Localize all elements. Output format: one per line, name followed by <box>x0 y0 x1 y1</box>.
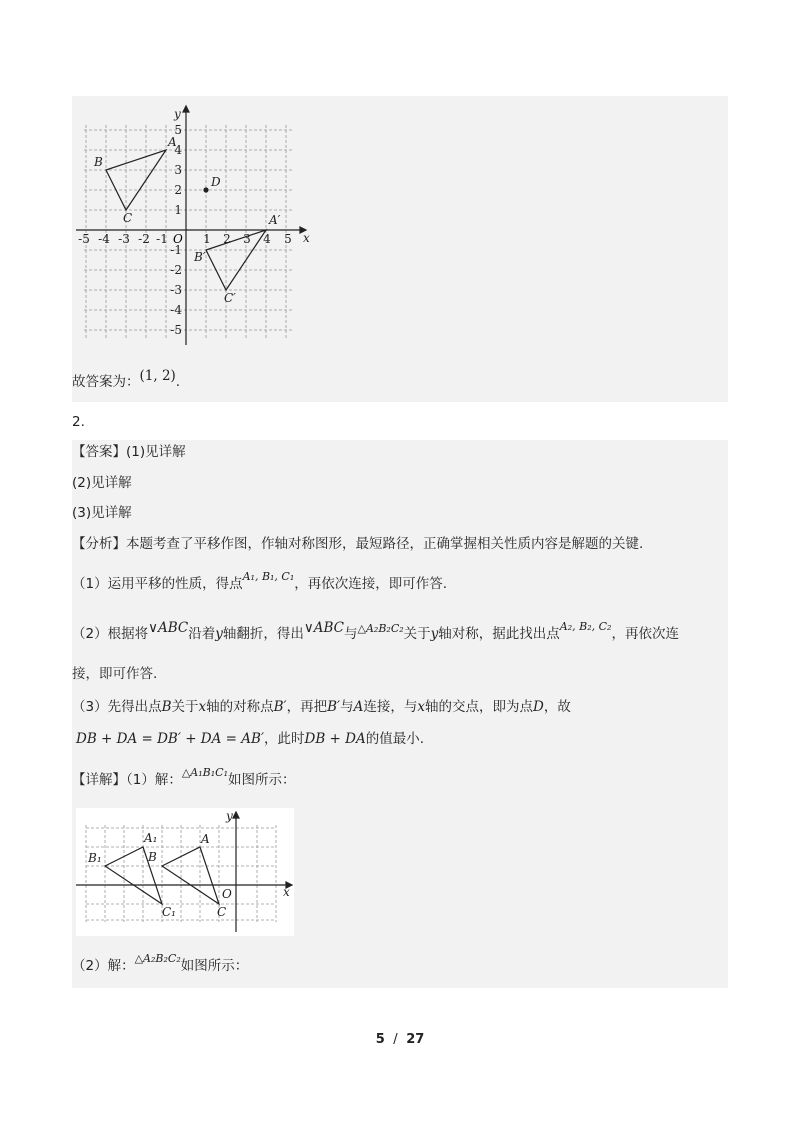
analysis-part-2-cont: 接，即可作答. <box>72 666 158 682</box>
analysis-part-1: （1）运用平移的性质，得点$^{A_1, B_1, C_1}$，再依次连接，即可作答. <box>72 570 448 592</box>
svg-text:1: 1 <box>174 203 182 217</box>
svg-text:-3: -3 <box>118 232 130 246</box>
svg-text:-1: -1 <box>156 232 168 246</box>
label-a-2: A <box>201 832 210 846</box>
y-axis-label-2: y <box>226 809 233 823</box>
coordinate-figure-2 <box>76 808 296 938</box>
page-separator: / <box>393 1032 398 1047</box>
svg-text:-1: -1 <box>170 243 182 257</box>
page-number: 5 <box>375 1032 385 1047</box>
label-c-prime: C′ <box>224 291 236 305</box>
svg-text:-5: -5 <box>78 232 90 246</box>
triangle-abc-prime <box>206 230 266 290</box>
svg-text:2: 2 <box>174 183 182 197</box>
svg-text:1: 1 <box>203 232 211 246</box>
solution-block-2 <box>72 440 728 988</box>
label-c1: C₁ <box>162 905 176 919</box>
answer-3: (3)见详解 <box>72 505 132 521</box>
analysis-part-3: （3）先得出点B关于x轴的对称点B′，再把B′与A连接，与x轴的交点，即为点D，故 <box>72 699 571 715</box>
svg-text:5: 5 <box>174 123 182 137</box>
label-b-2: B <box>148 850 157 864</box>
x-axis-label-2: x <box>283 885 290 899</box>
svg-text:-2: -2 <box>170 263 182 277</box>
svg-text:-4: -4 <box>98 232 110 246</box>
label-a: A <box>168 135 177 149</box>
label-a1: A₁ <box>144 831 158 845</box>
svg-text:5: 5 <box>284 232 292 246</box>
svg-text:-5: -5 <box>170 323 182 337</box>
answer-line: 【答案】(1)见详解 <box>72 444 186 460</box>
triangle-abc <box>106 150 166 210</box>
svg-text:-2: -2 <box>138 232 150 246</box>
answer-2: (2)见详解 <box>72 475 132 491</box>
svg-text:3: 3 <box>243 232 251 246</box>
svg-text:3: 3 <box>174 163 182 177</box>
svg-text:2: 2 <box>223 232 231 246</box>
origin-label-2: O <box>222 887 232 901</box>
grid-lines <box>84 125 292 340</box>
y-axis-label: y <box>174 107 181 121</box>
svg-text:4: 4 <box>174 143 182 157</box>
label-b: B <box>94 155 103 169</box>
svg-text:-4: -4 <box>170 303 182 317</box>
label-a-prime: A′ <box>269 213 281 227</box>
label-c-2: C <box>217 905 227 919</box>
x-axis-label: x <box>303 231 310 245</box>
label-d: D <box>211 175 221 189</box>
label-b1: B₁ <box>88 851 102 865</box>
analysis-part-3-eq: DB + DA = DB′ + DA = AB′，此时DB + DA的值最小. <box>76 731 425 747</box>
detail-line-1: 【详解】（1）解：$^{\triangle A_1B_1C_1}$如图所示： <box>72 766 296 788</box>
svg-text:4: 4 <box>263 232 271 246</box>
answer-line-1: 故答案为：(1, 2). <box>72 368 181 390</box>
origin-label: O <box>173 232 183 246</box>
detail-line-2: （2）解：$^{\triangle A_2B_2C_2}$如图所示： <box>72 952 249 974</box>
point-d <box>203 187 208 192</box>
page-footer <box>0 1032 800 1047</box>
page-total: 27 <box>406 1032 425 1047</box>
question-number: 2. <box>72 414 85 430</box>
coordinate-figure-1 <box>72 102 312 352</box>
y-axis-arrow-icon <box>183 106 189 112</box>
analysis-line: 【分析】本题考查了平移作图，作轴对称图形，最短路径，正确掌握相关性质内容是解题的关键. <box>72 536 644 552</box>
label-c: C <box>123 211 133 225</box>
analysis-part-2: （2）根据将∨ABC沿着y轴翻折，得出∨ABC与$^{\triangle A_2B_2C_2}$关于y轴对称，据此找出点$^{A_2, B_2, C_2}$，再依次连 <box>72 620 679 642</box>
svg-text:-3: -3 <box>170 283 182 297</box>
label-b-prime: B′ <box>194 250 206 264</box>
solution-block-1 <box>72 96 728 402</box>
answer-value: (1, 2) <box>139 368 176 384</box>
